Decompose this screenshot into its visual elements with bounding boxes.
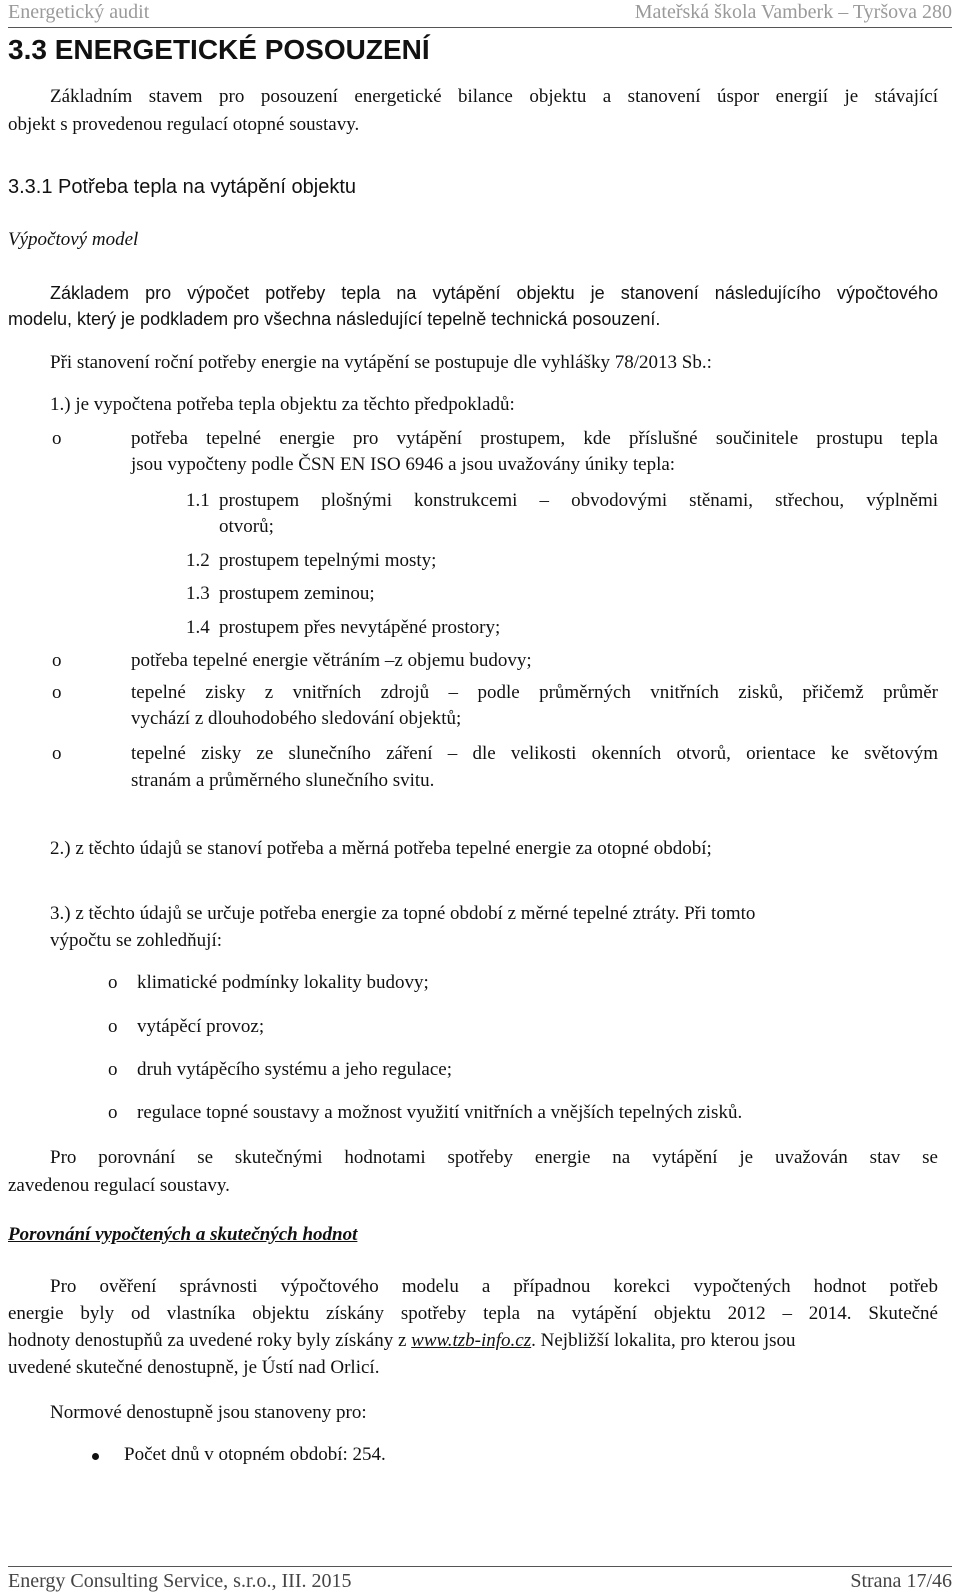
tzb-info-link[interactable]: www.tzb-info.cz [411, 1330, 532, 1351]
step1-b1-line-2: jsou vypočteny podle ČSN EN ISO 6946 a jsou uvažovány úniky tepla: [131, 454, 676, 475]
footer-right: Strana 17/46 [850, 1570, 952, 1592]
section-title: 3.3 ENERGETICKÉ POSOUZENÍ [8, 34, 430, 65]
verify-para-line-3 [8, 1330, 796, 1352]
list-marker: o [52, 428, 62, 449]
list-marker: o [108, 1102, 118, 1123]
model-para-line-1: Základem pro výpočet potřeby tepla na vytápění objektu je stanovení následujícího výpočtového [50, 283, 938, 303]
model-heading: Výpočtový model [8, 229, 139, 250]
list-marker: o [52, 743, 62, 764]
sub-item-1-line-2: otvorů; [219, 516, 274, 537]
step3-line-1: 3.) z těchto údajů se určuje potřeba energie za topné období z měrné tepelné ztráty. Při tomto [50, 903, 756, 924]
list-marker: o [108, 972, 118, 993]
step1-intro: 1.) je vypočtena potřeba tepla objektu za těchto předpokladů: [50, 394, 515, 415]
header-right: Mateřská škola Vamberk – Tyršova 280 [634, 1, 952, 23]
footer-left: Energy Consulting Service, s.r.o., III. 2015 [8, 1570, 352, 1592]
header-left: Energetický audit [8, 1, 150, 23]
intro-line-2: objekt s provedenou regulací otopné soustavy. [8, 114, 360, 135]
list-marker: o [52, 650, 62, 671]
list-marker: o [52, 682, 62, 703]
step3-item: druh vytápěcího systému a jeho regulace; [137, 1059, 452, 1080]
norm-item: Počet dnů v otopném období: 254. [124, 1444, 386, 1465]
model-para-line-2: modelu, který je podkladem pro všechna následující tepelně technická posouzení. [8, 309, 661, 329]
sub-item-number: 1.1 [186, 490, 210, 511]
intro-line-1: Základním stavem pro posouzení energetické bilance objektu a stanovení úspor energií je stávající [50, 86, 938, 107]
subsection-title: 3.3.1 Potřeba tepla na vytápění objektu [8, 176, 357, 198]
verify-para-line-1: Pro ověření správnosti výpočtového modelu a případnou korekci vypočtených hodnot potřeb [50, 1276, 938, 1297]
step1-b1-line-1: potřeba tepelné energie pro vytápění prostupem, kde příslušné součinitele prostupu tepla [131, 428, 938, 449]
step2: 2.) z těchto údajů se stanoví potřeba a měrná potřeba tepelné energie za otopné období; [50, 838, 712, 859]
list-marker: o [108, 1016, 118, 1037]
step1-b4-line-1: tepelné zisky ze slunečního záření – dle velikosti okenních otvorů, orientace ke světovým [131, 743, 938, 764]
list-marker: o [108, 1059, 118, 1080]
sub-item-number: 1.3 [186, 583, 210, 604]
rule-para: Při stanovení roční potřeby energie na vytápění se postupuje dle vyhlášky 78/2013 Sb.: [50, 352, 712, 373]
step3-line-2: výpočtu se zohledňují: [50, 930, 223, 951]
step3-item: klimatické podmínky lokality budovy; [137, 972, 429, 993]
sub-item-3: prostupem zeminou; [219, 583, 375, 604]
sub-item-4: prostupem přes nevytápěné prostory; [219, 617, 501, 638]
verify-para-line-4: uvedené skutečné denostupně, je Ústí nad Orlicí. [8, 1357, 380, 1378]
compare-para-line-2: zavedenou regulací soustavy. [8, 1175, 230, 1196]
header-divider [8, 27, 952, 28]
verify-para-text: hodnoty denostupňů za uvedené roky byly získány z [8, 1330, 412, 1351]
sub-item-number: 1.4 [186, 617, 210, 638]
compare-heading: Porovnání vypočtených a skutečných hodnot [8, 1224, 358, 1245]
step1-b4-line-2: stranám a průměrného slunečního svitu. [131, 770, 435, 791]
step3-item: vytápěcí provoz; [137, 1016, 265, 1037]
sub-item-number: 1.2 [186, 550, 210, 571]
verify-para-text: . Nejbližší lokalita, pro kterou jsou [531, 1330, 796, 1351]
compare-para-line-1: Pro porovnání se skutečnými hodnotami spotřeby energie na vytápění je uvažován stav se [50, 1147, 938, 1168]
step1-b3-line-2: vychází z dlouhodobého sledování objektů; [131, 708, 462, 729]
sub-item-2: prostupem tepelnými mosty; [219, 550, 437, 571]
step1-b3-line-1: tepelné zisky z vnitřních zdrojů – podle průměrných vnitřních zisků, přičemž průměr [131, 682, 938, 703]
norm-para: Normové denostupně jsou stanoveny pro: [50, 1402, 367, 1423]
step1-b2: potřeba tepelné energie větráním –z objemu budovy; [131, 650, 532, 671]
footer-divider [8, 1566, 952, 1567]
sub-item-1-line-1: prostupem plošnými konstrukcemi – obvodovými stěnami, střechou, výplněmi [219, 490, 938, 511]
bullet-dot [92, 1453, 99, 1460]
step3-item: regulace topné soustavy a možnost využití vnitřních a vnějších tepelných zisků. [137, 1102, 743, 1123]
verify-para-line-2: energie byly od vlastníka objektu získány spotřeby tepla na vytápění objektu 2012 – 2014. Skutečné [8, 1303, 938, 1324]
